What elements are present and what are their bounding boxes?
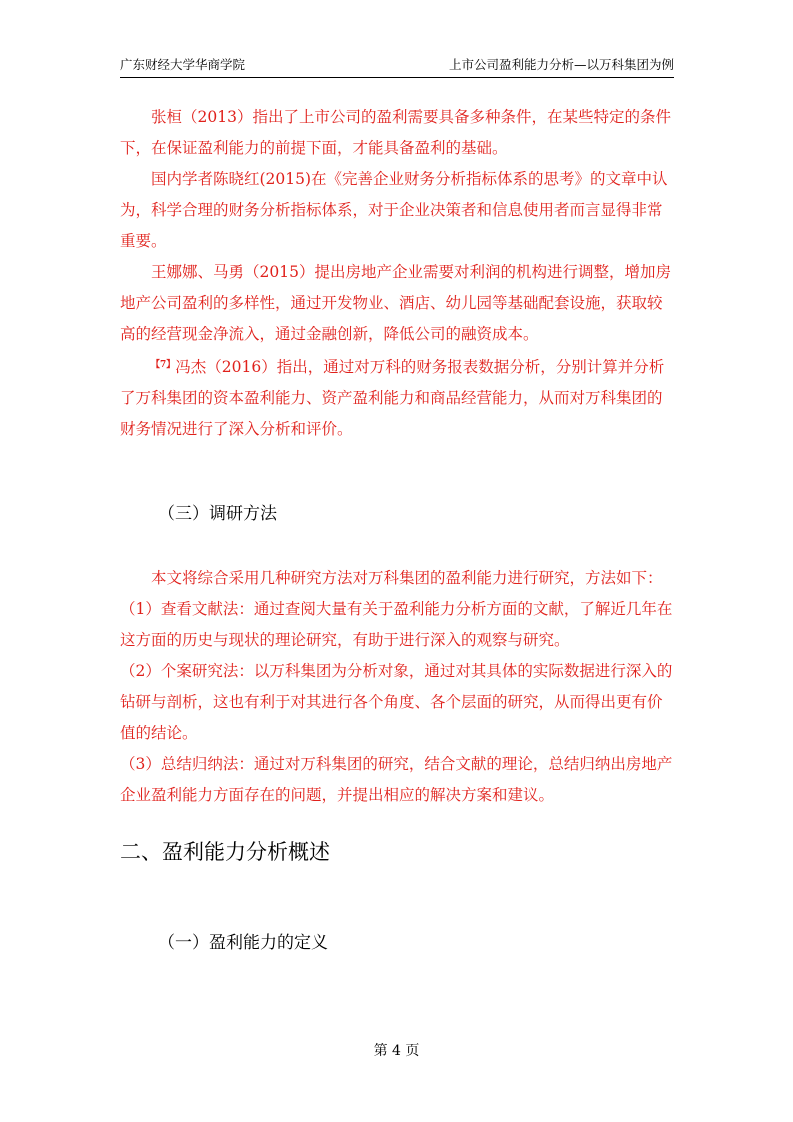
literature-paragraph-2: 国内学者陈晓红(2015)在《完善企业财务分析指标体系的思考》的文章中认为，科学合理的财务分析指标体系，对于企业决策者和信息使用者而言显得非常重要。 bbox=[120, 170, 668, 250]
methods-intro: 本文将综合采用几种研究方法对万科集团的盈利能力进行研究，方法如下： bbox=[151, 569, 663, 587]
literature-paragraph-4-text: 冯杰（2016）指出，通过对万科的财务报表数据分析，分别计算并分析了万科集团的资本盈利能力、资产盈利能力和商品经营能力，从而对万科集团的财务情况进行了深入分析和评价。 bbox=[120, 358, 665, 438]
section-heading-profitability-definition: （一）盈利能力的定义 bbox=[158, 933, 328, 953]
header-divider bbox=[120, 77, 674, 78]
literature-paragraph-3: 王娜娜、马勇（2015）提出房地产企业需要对利润的机构进行调整，增加房地产公司盈利的多样性，通过开发物业、酒店、幼儿园等基础配套设施，获取较高的经营现金净流入，通过金融创新，降低公司的融资成本。 bbox=[120, 263, 671, 343]
literature-paragraph-4 bbox=[120, 350, 674, 445]
method-item-2: （2）个案研究法：以万科集团为分析对象，通过对其具体的实际数据进行深入的钻研与剖析，这也有利于对其进行各个角度、各个层面的研究，从而得出更有价值的结论。 bbox=[120, 662, 673, 742]
method-item-1: （1）查看文献法：通过查阅大量有关于盈利能力分析方面的文献，了解近几年在这方面的历史与现状的理论研究，有助于进行深入的观察与研究。 bbox=[120, 600, 673, 649]
citation-marker: 【7】 bbox=[151, 360, 176, 370]
method-item-3: （3）总结归纳法：通过对万科集团的研究，结合文献的理论，总结归纳出房地产企业盈利能力方面存在的问题，并提出相应的解决方案和建议。 bbox=[120, 755, 673, 804]
header-school-name: 广东财经大学华商学院 bbox=[120, 57, 246, 72]
literature-paragraph-1: 张桓（2013）指出了上市公司的盈利需要具备多种条件，在某些特定的条件下，在保证盈利能力的前提下面，才能具备盈利的基础。 bbox=[120, 108, 671, 157]
page-header bbox=[120, 56, 674, 76]
header-thesis-title: 上市公司盈利能力分析—以万科集团为例 bbox=[448, 57, 674, 72]
chapter-heading-profitability-overview: 二、盈利能力分析概述 bbox=[120, 840, 330, 864]
page-number: 第 4 页 bbox=[373, 1043, 420, 1059]
section-heading-research-methods: （三）调研方法 bbox=[158, 504, 277, 524]
